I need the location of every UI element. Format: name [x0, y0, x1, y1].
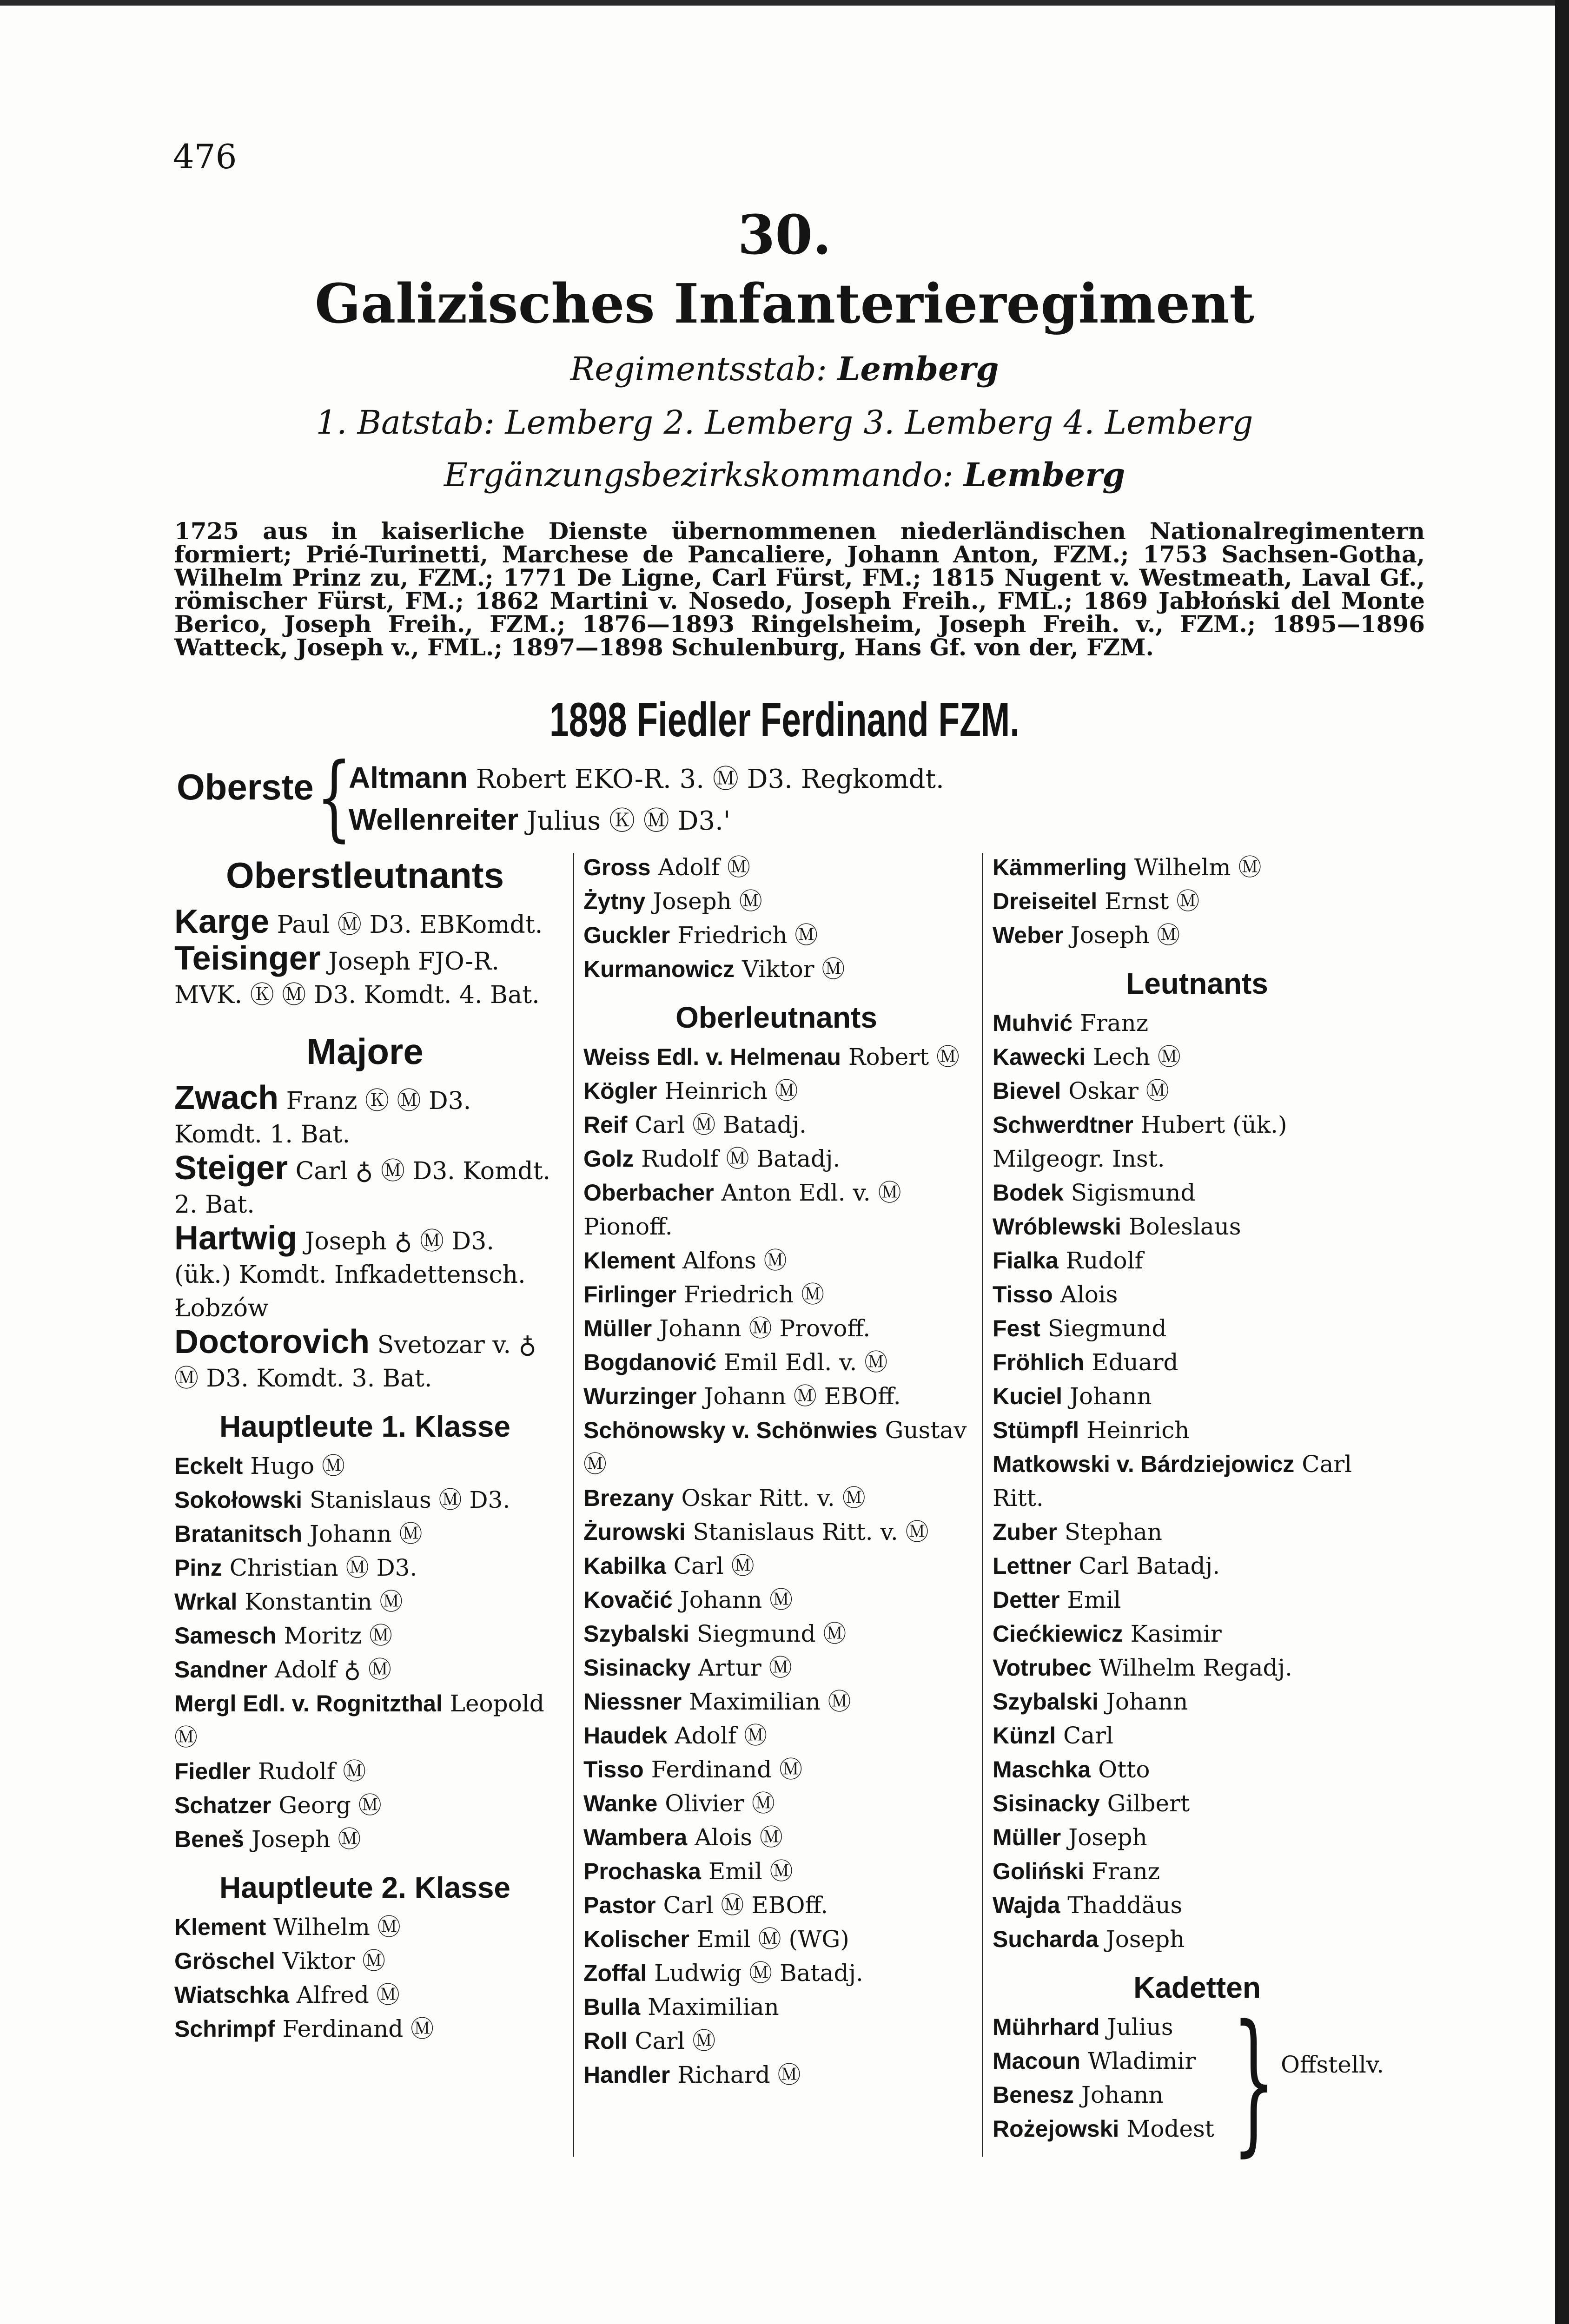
list-item	[993, 1176, 1402, 1210]
list-item	[583, 952, 969, 986]
list-item	[993, 1617, 1402, 1651]
entry-details: Joseph Ⓜ	[251, 1826, 361, 1853]
entry-name: Mergl Edl. v. Rognitzthal	[174, 1690, 443, 1717]
entry-name: Detter	[993, 1587, 1060, 1613]
entry-name: Rożejowski	[993, 2116, 1119, 2142]
entry-details: Leopold Ⓜ	[174, 1690, 544, 1751]
entry-name: Weber	[993, 922, 1063, 948]
entry-name: Szybalski	[583, 1621, 689, 1647]
entry-name: Schrimpf	[174, 2016, 275, 2042]
list-item	[993, 851, 1402, 885]
list-item	[993, 1447, 1402, 1515]
entry-name: Handler	[583, 2062, 670, 2088]
list-item	[583, 1346, 969, 1380]
section-heading-oberstleutnants: Oberstleutnants	[225, 855, 504, 896]
list-item	[174, 1944, 556, 1978]
entry-details: Moritz Ⓜ	[284, 1622, 393, 1649]
entry-name: Kämmerling	[993, 854, 1127, 880]
list-item	[993, 1006, 1402, 1040]
section-heading-hauptleute-2: Hauptleute 2. Klasse	[219, 1871, 510, 1904]
entry-details: Emil Edl. v. Ⓜ	[724, 1349, 888, 1376]
entry-name: Wurzinger	[583, 1383, 697, 1409]
list-item	[174, 1978, 556, 2012]
entry-name: Bievel	[993, 1078, 1061, 1104]
entry-details: Emil Ⓜ (WG)	[696, 1926, 849, 1953]
entry-details: Johann	[1069, 1383, 1152, 1410]
entry-details: Christian Ⓜ D3.	[229, 1554, 417, 1581]
column-right	[993, 851, 1402, 2171]
entry-details: Robert EKO-R. 3. Ⓜ D3. Regkomdt.	[476, 764, 944, 794]
entry-name: Kuciel	[993, 1383, 1063, 1409]
list-item	[993, 1922, 1402, 1956]
entry-name: Szybalski	[993, 1689, 1099, 1715]
entry-details: Adolf ♁ Ⓜ	[274, 1656, 392, 1683]
entry-details: Olivier Ⓜ	[665, 1790, 775, 1817]
entry-name: Fröhlich	[993, 1349, 1085, 1375]
entry-name: Stümpfl	[993, 1417, 1079, 1443]
entry-name: Muhvić	[993, 1010, 1073, 1036]
list-item	[174, 1619, 556, 1653]
entry-details: Joseph Ⓜ	[1070, 922, 1180, 949]
entry-name: Eckelt	[174, 1453, 243, 1479]
kadetten-brace: }	[1232, 1992, 1276, 2171]
entry-name: Fest	[993, 1315, 1040, 1341]
list-item	[174, 1822, 556, 1856]
entry-details: Maximilian	[648, 1994, 779, 2020]
list-item	[583, 1380, 969, 1413]
entry-name: Teisinger	[174, 940, 321, 977]
entry-details: Stanislaus Ⓜ D3.	[309, 1486, 510, 1513]
regiment-inhaber: 1898 Fiedler Ferdinand FZM.	[549, 693, 1020, 747]
list-item	[583, 1753, 969, 1787]
entry-name: Zoffal	[583, 1960, 647, 1986]
entry-details: Artur Ⓜ	[698, 1654, 792, 1681]
entry-details: Ernst Ⓜ	[1105, 888, 1200, 915]
list-item	[583, 1956, 969, 1990]
list-item	[174, 1449, 556, 1483]
entry-details: Konstantin Ⓜ	[245, 1588, 403, 1615]
ergaenzung-city: Lemberg	[964, 456, 1125, 494]
entry-details: Johann	[1081, 2081, 1164, 2108]
list-item	[993, 1040, 1402, 1074]
list-item	[174, 1789, 556, 1822]
list-item	[583, 851, 969, 885]
list-item	[174, 1081, 556, 1151]
entry-name: Fialka	[993, 1248, 1059, 1274]
list-item	[583, 1515, 969, 1549]
entry-name: Maschka	[993, 1756, 1091, 1783]
list-item	[993, 2112, 1402, 2146]
list-item	[583, 1481, 969, 1515]
entry-name: Zwach	[174, 1079, 279, 1116]
list-item	[583, 1922, 969, 1956]
entry-name: Beneš	[174, 1826, 245, 1852]
entry-details: Oskar Ⓜ	[1068, 1077, 1169, 1104]
entry-name: Müller	[993, 1824, 1061, 1850]
oberste-entry	[349, 759, 944, 796]
entry-name: Macoun	[993, 2048, 1080, 2074]
entry-details: Carl Batadj.	[1079, 1552, 1220, 1579]
entry-details: Johann Ⓜ EBOff.	[704, 1383, 901, 1410]
entry-name: Fiedler	[174, 1758, 251, 1784]
entry-details: Rudolf	[1066, 1247, 1144, 1274]
list-item	[583, 1787, 969, 1821]
entry-details: Svetozar v. ♁ Ⓜ D3. Komdt. 3. Bat.	[174, 1331, 536, 1393]
entry-name: Wróblewski	[993, 1214, 1121, 1240]
entry-name: Schönowsky v. Schönwies	[583, 1417, 878, 1443]
batstab-line: 1. Batstab: Lemberg 2. Lemberg 3. Lemberg 4. Lemberg	[316, 403, 1253, 442]
entry-name: Weiss Edl. v. Helmenau	[583, 1044, 841, 1070]
list-item	[993, 1685, 1402, 1719]
list-item	[174, 905, 556, 942]
kadetten-group	[993, 1992, 1402, 2171]
entry-details: Friedrich Ⓜ	[683, 1281, 825, 1308]
entry-name: Gröschel	[174, 1948, 275, 1974]
list-item	[583, 1176, 969, 1244]
oberste-entry	[349, 800, 730, 838]
list-item	[583, 1312, 969, 1346]
entry-name: Bodek	[993, 1180, 1064, 1206]
entry-name: Lettner	[993, 1553, 1072, 1579]
entry-name: Schwerdtner	[993, 1112, 1133, 1138]
entry-details: Joseph	[1068, 1824, 1147, 1851]
list-item	[174, 2012, 556, 2046]
entry-name: Reif	[583, 1112, 628, 1138]
entry-name: Wrkal	[174, 1589, 238, 1615]
oberste-brace: {	[316, 743, 352, 852]
entry-details: Joseph	[1106, 1926, 1185, 1953]
entry-name: Wanke	[583, 1790, 658, 1816]
entry-details: Oskar Ritt. v. Ⓜ	[681, 1485, 866, 1512]
entry-name: Tisso	[993, 1281, 1053, 1307]
section-heading-oberleutnants: Oberleutnants	[675, 1001, 877, 1034]
list-item	[993, 1583, 1402, 1617]
entry-details: Adolf Ⓜ	[675, 1722, 768, 1749]
list-item	[993, 1515, 1402, 1549]
entry-name: Sokołowski	[174, 1487, 303, 1513]
entry-name: Brezany	[583, 1485, 674, 1511]
entry-details: Modest	[1126, 2115, 1214, 2142]
list-item	[174, 1910, 556, 1944]
entry-details: Rudolf Ⓜ Batadj.	[641, 1145, 841, 1172]
entry-details: Ludwig Ⓜ Batadj.	[654, 1960, 863, 1987]
list-item	[174, 1221, 556, 1325]
list-item	[993, 1346, 1402, 1380]
entry-details: Otto	[1098, 1756, 1150, 1783]
oberste-label: Oberste	[177, 766, 314, 807]
entry-name: Kabilka	[583, 1553, 666, 1579]
entry-name: Bulla	[583, 1994, 641, 2020]
entry-name: Oberbacher	[583, 1180, 714, 1206]
entry-name: Kawecki	[993, 1044, 1086, 1070]
list-item	[174, 1687, 556, 1755]
list-item	[174, 1151, 556, 1221]
list-item	[583, 1244, 969, 1278]
entry-name: Klement	[583, 1248, 675, 1274]
entry-details: Alois	[1060, 1281, 1118, 1308]
list-item	[174, 1483, 556, 1517]
entry-details: Georg Ⓜ	[278, 1792, 382, 1819]
entry-name: Schatzer	[174, 1792, 271, 1818]
entry-name: Bratanitsch	[174, 1521, 303, 1547]
entry-details: Johann Ⓜ Provoff.	[659, 1315, 871, 1342]
list-item	[174, 1325, 556, 1395]
entry-name: Roll	[583, 2028, 628, 2054]
list-item	[993, 885, 1402, 918]
list-item	[583, 1888, 969, 1922]
entry-name: Müller	[583, 1315, 652, 1341]
list-item	[583, 2058, 969, 2092]
entry-details: Franz	[1080, 1010, 1149, 1037]
entry-details: Wilhelm Regadj.	[1099, 1654, 1292, 1681]
section-heading-kadetten: Kadetten	[1133, 1971, 1261, 2004]
section-heading-leutnants: Leutnants	[1126, 967, 1268, 1000]
entry-details: Thaddäus	[1067, 1892, 1183, 1919]
entry-details: Alfons Ⓜ	[682, 1247, 787, 1274]
list-item	[583, 1108, 969, 1142]
list-item	[583, 1685, 969, 1719]
entry-name: Matkowski v. Bárdziejowicz	[993, 1451, 1295, 1477]
entry-details: Emil Ⓜ	[708, 1858, 793, 1885]
list-item	[993, 1787, 1402, 1821]
entry-name: Bogdanović	[583, 1349, 717, 1375]
entry-name: Sucharda	[993, 1926, 1099, 1952]
entry-details: Stephan	[1064, 1519, 1162, 1545]
list-item	[993, 1074, 1402, 1108]
list-item	[583, 1855, 969, 1888]
entry-name: Hartwig	[174, 1220, 298, 1257]
entry-name: Samesch	[174, 1623, 277, 1649]
list-item	[583, 1990, 969, 2024]
regimentsstab-line	[0, 350, 1569, 388]
list-item	[993, 1108, 1402, 1176]
entry-details: Gilbert	[1107, 1790, 1190, 1817]
list-item	[583, 1040, 969, 1074]
list-item	[583, 1583, 969, 1617]
entry-name: Klement	[174, 1914, 266, 1940]
entry-name: Mührhard	[993, 2014, 1100, 2040]
entry-details: Joseph Ⓜ	[653, 888, 762, 915]
list-item	[583, 2024, 969, 2058]
list-item	[993, 1855, 1402, 1888]
entry-details: Sigismund	[1071, 1179, 1196, 1206]
entry-name: Guckler	[583, 922, 670, 948]
entry-name: Kurmanowicz	[583, 956, 735, 982]
entry-name: Kögler	[583, 1078, 657, 1104]
entry-details: Lech Ⓜ	[1093, 1043, 1181, 1070]
entry-details: Adolf Ⓜ	[658, 854, 751, 881]
entry-name: Votrubec	[993, 1655, 1092, 1681]
list-item	[993, 2078, 1402, 2112]
list-item	[174, 1653, 556, 1687]
entry-details: Stanislaus Ritt. v. Ⓜ	[693, 1519, 929, 1545]
list-item	[993, 1413, 1402, 1447]
entry-details: Friedrich Ⓜ	[677, 922, 818, 949]
entry-name: Kolischer	[583, 1926, 689, 1952]
list-item	[583, 1549, 969, 1583]
list-item	[993, 1753, 1402, 1787]
entry-details: Hugo Ⓜ	[250, 1452, 345, 1479]
entry-details: Gustav Ⓜ	[583, 1417, 967, 1478]
entry-details: Anton Edl. v. Ⓜ Pionoff.	[583, 1179, 901, 1240]
entry-name: Sisinacky	[583, 1655, 691, 1681]
entry-details: Paul Ⓜ D3. EBKomdt.	[277, 911, 543, 939]
list-item	[583, 885, 969, 918]
entry-name: Zuber	[993, 1519, 1057, 1545]
entry-details: Joseph FJO-R. MVK. Ⓚ Ⓜ D3. Komdt. 4. Bat.	[174, 948, 540, 1009]
entry-details: Franz Ⓚ Ⓜ D3. Komdt. 1. Bat.	[174, 1087, 471, 1149]
entry-name: Wambera	[583, 1824, 688, 1850]
entry-name: Pastor	[583, 1892, 656, 1918]
entry-details: Maximilian Ⓜ	[689, 1688, 851, 1715]
list-item	[583, 1719, 969, 1753]
entry-name: Karge	[174, 903, 270, 940]
list-item	[583, 1278, 969, 1312]
entry-name: Golz	[583, 1146, 634, 1172]
entry-name: Sandner	[174, 1657, 268, 1683]
entry-details: Johann Ⓜ	[309, 1520, 423, 1547]
entry-details: Rudolf Ⓜ	[258, 1758, 366, 1785]
entry-details: Kasimir	[1130, 1620, 1222, 1647]
scan-edge-right	[1555, 0, 1569, 2324]
list-item	[993, 918, 1402, 952]
list-item	[993, 1278, 1402, 1312]
list-item	[583, 1074, 969, 1108]
list-item	[993, 1549, 1402, 1583]
entry-details: Robert Ⓜ	[848, 1043, 960, 1070]
entry-name: Prochaska	[583, 1858, 701, 1884]
list-item	[174, 1517, 556, 1551]
entry-details: Boleslaus	[1128, 1213, 1241, 1240]
entry-details: Carl Ⓜ EBOff.	[663, 1892, 828, 1919]
list-item	[993, 1312, 1402, 1346]
entry-details: Franz	[1092, 1858, 1160, 1885]
section-heading-majore: Majore	[306, 1031, 424, 1072]
entry-details: Carl Ⓜ	[635, 2027, 716, 2054]
entry-details: Siegmund Ⓜ	[696, 1620, 847, 1647]
column-left	[174, 851, 556, 2046]
list-item	[993, 1719, 1402, 1753]
list-item	[993, 1821, 1402, 1855]
entry-name: Niessner	[583, 1689, 682, 1715]
column-divider	[982, 853, 983, 2157]
list-item	[174, 1551, 556, 1585]
entry-name: Żytny	[583, 888, 646, 914]
list-item	[993, 1888, 1402, 1922]
entry-details: Carl Ⓜ	[673, 1552, 755, 1579]
entry-details: Siegmund	[1047, 1315, 1167, 1342]
column-divider	[573, 853, 574, 2157]
entry-name: Gross	[583, 854, 651, 880]
entry-details: Johann	[1106, 1688, 1188, 1715]
list-item	[993, 1651, 1402, 1685]
entry-details: Wladimir	[1087, 2047, 1196, 2074]
list-item	[583, 1413, 969, 1481]
entry-name: Tisso	[583, 1756, 644, 1783]
entry-details: Julius Ⓚ Ⓜ D3.'	[527, 806, 731, 836]
entry-details: Johann Ⓜ	[680, 1586, 793, 1613]
entry-name: Wellenreiter	[349, 803, 519, 836]
entry-details: Ferdinand Ⓜ	[651, 1756, 803, 1783]
list-item	[174, 942, 556, 1012]
entry-details: Wilhelm Ⓜ	[1134, 854, 1262, 881]
entry-name: Haudek	[583, 1723, 668, 1749]
entry-details: Heinrich Ⓜ	[664, 1077, 798, 1104]
scan-edge-top	[0, 0, 1569, 6]
section-heading-hauptleute-1: Hauptleute 1. Klasse	[219, 1410, 510, 1443]
entry-details: Eduard	[1092, 1349, 1178, 1376]
entry-name: Benesz	[993, 2082, 1074, 2108]
regiment-number: 30.	[737, 204, 832, 267]
entry-details: Carl ♁ Ⓜ D3. Komdt. 2. Bat.	[174, 1157, 551, 1219]
list-item	[174, 1585, 556, 1619]
entry-details: Carl Ⓜ Batadj.	[635, 1111, 807, 1138]
entry-details: Ferdinand Ⓜ	[282, 2015, 434, 2042]
page-number: 476	[173, 137, 237, 176]
regiment-history	[174, 517, 1425, 661]
list-item	[993, 1210, 1402, 1244]
entry-name: Kovačić	[583, 1587, 673, 1613]
list-item	[583, 1821, 969, 1855]
entry-details: Viktor Ⓜ	[741, 956, 845, 983]
entry-details: Julius	[1107, 2014, 1173, 2040]
list-item	[174, 1755, 556, 1789]
entry-details: Richard Ⓜ	[677, 2061, 801, 2088]
column-middle	[583, 851, 969, 2092]
entry-name: Altmann	[349, 761, 468, 794]
entry-name: Sisinacky	[993, 1790, 1100, 1816]
entry-details: Viktor Ⓜ	[282, 1948, 386, 1974]
entry-name: Dreiseitel	[993, 888, 1098, 914]
entry-details: Heinrich	[1086, 1417, 1190, 1444]
list-item	[993, 1380, 1402, 1413]
kadetten-note: Offstellv.	[1281, 2051, 1384, 2078]
list-item	[583, 918, 969, 952]
entry-name: Doctorovich	[174, 1323, 370, 1360]
entry-details: Carl	[1063, 1722, 1113, 1749]
entry-name: Wajda	[993, 1892, 1060, 1918]
entry-name: Ciećkiewicz	[993, 1621, 1123, 1647]
entry-name: Goliński	[993, 1858, 1085, 1884]
entry-details: Alfred Ⓜ	[296, 1981, 400, 2008]
history-text: 1725 aus in kaiserliche Dienste übernommenen niederländischen Nationalregimentern formiert; Prié-Turinetti, Marchese de Pancaliere, Johann Anton, FZM.; 1753 Sachsen-Gotha, Wilhelm Prinz zu, FZM.; 1771 De Ligne, Carl Fürst, FM.; 1815 Nugent v. Westmeath, Laval Gf., römischer Fürst, FM.; 1862 Martini v. Nosedo, Joseph Freih., FML.; 1869 Jabłoński del Monte Berico, Joseph Freih., FZM.; 1876—1893 Ringelsheim, Joseph Freih. v., FZM.; 1895—1896 Watteck, Joseph v., FML.; 1897—1898 Schulenburg, Hans Gf. von der, FZM.	[174, 517, 1425, 661]
entry-name: Steiger	[174, 1149, 288, 1187]
ergaenzung-label: Ergänzungsbezirkskommando:	[444, 456, 953, 494]
entry-details: Wilhelm Ⓜ	[273, 1914, 401, 1941]
list-item	[583, 1617, 969, 1651]
entry-name: Firlinger	[583, 1281, 677, 1307]
entry-name: Künzl	[993, 1723, 1056, 1749]
entry-details: Hubert (ük.) Milgeogr. Inst.	[993, 1111, 1287, 1172]
regiment-title: Galizisches Infanterieregiment	[315, 272, 1254, 336]
list-item	[583, 1142, 969, 1176]
entry-name: Wiatschka	[174, 1982, 289, 2008]
entry-details: Carl Ritt.	[993, 1451, 1352, 1512]
list-item	[583, 1651, 969, 1685]
ergaenzung-line	[0, 456, 1569, 494]
entry-name: Pinz	[174, 1555, 222, 1581]
regimentsstab-city: Lemberg	[837, 350, 999, 388]
entry-details: Alois Ⓜ	[695, 1824, 783, 1851]
regimentsstab-label: Regimentsstab:	[570, 350, 828, 388]
list-item	[993, 1244, 1402, 1278]
entry-name: Żurowski	[583, 1519, 686, 1545]
entry-details: Joseph ♁ Ⓜ D3. (ük.) Komdt. Infkadettensch. Łobzów	[174, 1228, 526, 1322]
list-item	[993, 2010, 1402, 2044]
entry-details: Emil	[1067, 1586, 1121, 1613]
